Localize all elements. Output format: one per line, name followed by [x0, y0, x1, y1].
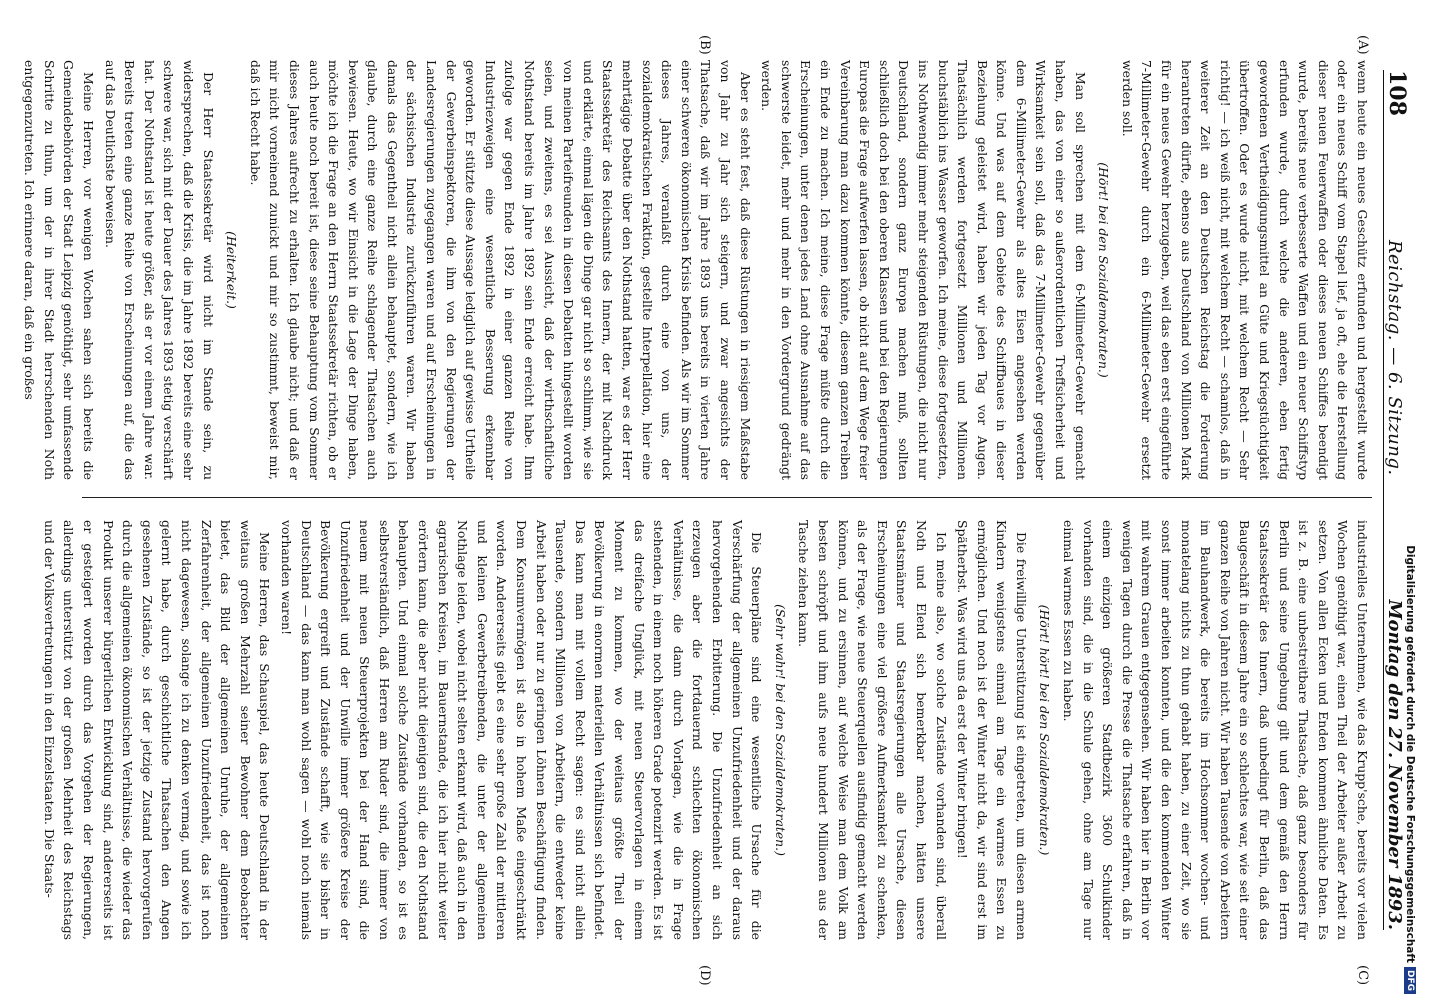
footer-text-rotated	[1395, 0, 1425, 1000]
stage-direction: (Hört! hört! bei den Sozialdemokraten.)	[1037, 604, 1053, 856]
stage-direction: (Heiterkeit.)	[224, 231, 240, 309]
paragraph: Meine Herren, vor wenigen Wochen sahen sich bereits die Gemeindebehörden der Stadt Leipzig genöthigt, sehr umfassende Schritte zu thun, um der in ihrer Stadt herrschenden Noth entgegenzutreten. Ich erinnere daran, daß ein großes	[22, 60, 96, 480]
paragraph: Der Herr Staatssekretär wird nicht im Stande sein, zu widersprechen, daß die Krisis, die im Jahre 1892 bereits eine sehr schwere war, sich mit der Dauer des Jahres 1893 stetig verschärft hat. Der Nothstand ist heute größer, als er vor einem Jahre war. Bereits treten eine ganze Reihe von Erscheinungen auf, die das auf das Deutlichste beweisen.	[102, 60, 216, 480]
margin-marker-b: (B)	[697, 35, 712, 55]
margin-marker-a: (A)	[1355, 35, 1370, 55]
dfg-logo: DFG	[1404, 967, 1416, 994]
paragraph: Ich meine also, wo solche Zustände vorhanden sind, überall Noth und Elend sich bemerkbar machen, hätten unsere Staatsmänner und Staatsregierungen alle Ursache, diesen Erscheinungen eine viel größere Aufmerksamkeit zu schenken, als der Frage, wie neue Steuerquellen ausfindig gemacht werden können, und zu ersinnen, auf welche Weise man dem Volk am besten schröpft und ihm aufs neue hundert Millionen aus der Tasche ziehen kann.	[796, 520, 949, 940]
stage-direction: (Sehr wahr! bei den Sozialdemokraten.)	[772, 604, 788, 856]
paragraph: Man soll sprechen mit dem 6-Millimeter-Gewehr gemacht haben, das von einer so außerordentlichen Treffsicherheit und Wirksamkeit sein soll, daß das 7-Millimeter-Gewehr gegenüber dem 6-Millimeter-Gewehr als altes Eisen angesehen werden könne. Und was auf dem Gebiete des Schiffbaues in dieser Beziehung geleistet wird, haben wir jeden Tag vor Augen. Thatsächlich werden fortgesetzt Millionen und Millionen buchstäblich ins Wasser geworfen. Ich meine, diese fortgesetzten, ins Nothwendig immer mehr steigenden Rüstungen, die nicht nur Deutschland, sondern ganz Europa machen muß, sollten schließlich doch bei den oberen Klassen und bei den Regierungen Europas die Frage aufwerfen lassen, ob nicht auf dem Wege freier Vereinbarung man dazu kommen könnte, diesem ganzen Treiben ein Ende zu machen. Ich meine, diese Frage müßte durch die Erscheinungen, unter denen jedes Land ohne Ausnahme auf das schwerste leidet, mehr und mehr in den Vordergrund gedrängt werden.	[759, 60, 1088, 480]
session-title: Reichstag. — 6. Sitzung.	[1384, 239, 1405, 476]
stage-direction: (Hört! bei den Sozialdemokraten.)	[1096, 162, 1112, 378]
paragraph: Die freiwillige Unterstützung ist eingetreten, um diesen armen Kindern wenigstens einmal am Tage ein warmes Essen zu ermöglichen. Und noch ist der Winter nicht da, wir sind erst im Spätherbst. Was wird uns da erst der Winter bringen!	[955, 520, 1029, 940]
paragraph: Meine Herren, das Schauspiel, das heute Deutschland in der weitaus großen Mehrzahl seiner Bewohner dem Beobachter bietet, das Bild der allgemeinen Unruhe, der allgemeinen Zerfahrenheit, der allgemeinen Unzufriedenheit, das ist noch nicht dagewesen, solange ich zu denken vermag, und sowie ich gelernt habe, durch geschichtliche Thatsachen den Angen gesehenen Zustände, so ist der jetzige Zustand hervorgerufen durch die allgemeinen ökonomischen Verhältnisse, die wieder das Produkt unserer bürgerlichen Entwicklung sind, andererseits ist er gesteigert worden durch das Vorgehen der Regierungen, allerdings unterstützt von der großen Mehrheit des Reichstags und der Volksvertretungen in den Einzelstaaten. Die Staats-	[41, 520, 273, 940]
right-text-column	[41, 520, 1372, 940]
page-number: 108	[1384, 70, 1410, 116]
paragraph: Aber es steht fest, daß diese Rüstungen in riesigem Maßstabe von Jahr zu Jahr sich steigern, und zwar angesichts der Thatsache, daß wir im Jahre 1893 uns bereits in vierten Jahre einer schweren ökonomischen Krisis befinden. Als wir im Sommer dieses Jahres, veranlaßt durch eine von uns, der sozialdemokratischen Fraktion, gestellte Interpellation, hier eine mehrtägige Debatte über den Nothstand hatten, war es der Herr Staatssekretär des Reichsamts des Innern, der mit Nachdruck und erklärte, einmal lägen die Dinge gar nicht so schlimm, wie sie von meinen Parteifreunden in diesen Debatten hingestellt worden seien, und zweitens, es sei Aussicht, daß der wirthschaftliche Nothstand bereits im Jahre 1892 sein Ende erreicht habe. Ihm zufolge war gegen Ende 1892 in einer ganzen Reihe von Industriezweigen eine wesentliche Besserung erkennbar geworden. Er stützte diese Aussage lediglich auf gewisse Urtheile der Gewerbeinspektoren, die ihm von den Regierungen der Landesregierungen zugegangen waren und auf Erscheinungen in der sächsischen Industrie zurückzuführen waren. Wir haben damals das Gegentheil nicht allein behauptet, sondern, wie ich glaube, durch eine ganze Reihe schlagender Thatsachen auch bewiesen. Heute, wo wir Einsicht in die Lage der Dinge haben, möchte ich die Frage an den Herrn Staatssekretär richten, ob er auch heute noch bereit ist, diese seine Behauptung vom Sommer dieses Jahres aufrecht zu erhalten. Ich glaube nicht; und daß er mir nicht vorneinend zunickt und mir so zustimmt, beweist mir, daß ich Recht habe.	[247, 60, 753, 480]
paragraph: wenn heute ein neues Geschütz erfunden und hergestellt wurde oder ein neues Schiff vom Stapel lief, ja oft, ehe die Herstellung dieser neuen Feuerwaffen oder dieses neuen Schiffes beendigt wurde, bereits neue verbesserte Waffen und ein neuer Schiffstyp erfunden wurde, durch welche die anderen, eben fertig gewordenen Vertheidigungsmittel an Güte und Kriegstüchtigkeit übertroffen. Oder es wurde nicht, mit welchem Recht — Sehr richtig! — ich weiß nicht, mit welchem Recht — schamlos, daß in weiterer Zeit an den Deutschen Reichstag die Forderung herantreten dürfte, ebenso aus Deutschland von Millionen Mark für ein neues Gewehr herzugeben, weil das eben erst eingeführte 7-Millimeter-Gewehr durch ein 6-Millimeter-Gewehr ersetzt werden soll.	[1119, 60, 1370, 480]
session-date: Montag den 27. November 1893.	[1384, 599, 1405, 930]
margin-marker-c: (C)	[1355, 965, 1370, 986]
paragraph: Die Steuerpläne sind eine wesentliche Ursache für die Verschärfung der allgemeinen Unzufriedenheit und der daraus hervorgehenden Erbitterung. Die Unzufriedenheit an sich erzeugen aber die fortdauernd schlechten ökonomischen Verhältnisse, die dann durch Vorlagen, wie die in Frage stehenden, in einem noch höheren Grade potenzirt werden. Es ist das dreifache Unglück, mit neuen Steuervorlagen in einem Moment zu kommen, wo der weitaus größte Theil der Bevölkerung in enormen materiellen Verhältnissen sich befindet. Das kann man mit vollem Recht sagen: es sind nicht allein Tausende, sondern Millionen von Arbeitern, die entweder keine Arbeit haben oder nur zu geringen Löhnen Beschäftigung finden. Dem Konsumvermögen ist also in hohem Maße eingeschränkt worden. Andererseits giebt es eine sehr große Zahl der mittleren und kleinen Gewerbetreibenden, die unter der allgemeinen Nothlage leiden, wobei nicht selten erkannt wird, daß auch in den agrarischen Kreisen, im Bauernstande, die ich hier nicht weiter erörtern kann, die aber nicht diejenigen sind, die den Nothstand behaupten. Und einmal solche Zustände vorhanden, so ist es selbstverständlich, daß Herren am Ruder sind, die immer von neuem mit neuen Steuerprojekten bei der Hand sind, die Unzufriedenheit und der Unwille immer größere Kreise der Bevölkerung ergreift und Zustände schafft, wie sie bisher in Deutschland — das kann man wohl sagen — wohl noch niemals vorhanden waren!	[278, 520, 765, 940]
digitization-credit: Digitalisierung gefördert durch die Deutsche Forschungsgemeinschaft	[1404, 545, 1416, 963]
margin-marker-d: (D)	[697, 965, 712, 986]
column-divider	[82, 497, 1372, 498]
left-text-column	[22, 60, 1372, 480]
digitization-footer	[1395, 0, 1425, 1000]
paragraph: industrielles Unternehmen, wie das Krupp'sche, bereits vor vielen Wochen genöthigt war, einen Theil der Arbeiter außer Arbeit zu setzen. Von allen Ecken und Enden kommen ähnliche Daten. Es ist z. B. eine unbestreitbare Thatsache, daß ganz besonders für Berlin und seine Umgebung gilt und dem gemäß den Herrn Staatssekretär des Innern, daß unbedingt für Berlin, daß das Baugeschäft in diesem Jahre ein so schlechtes war, wie seit einer ganzen Reihe von Jahren nicht. Wir haben Tausende von Arbeitern im Bauhandwerk, die bereits im Hochsommer wochen- und monatelang nichts zu thun gehabt haben, zu einer Zeit, wo sie sonst immer arbeiten konnten, und die den kommenden Winter mit wahrem Grauen entgegensehen. Wir haben hier in Berlin vor wenigen Tagen durch die Presse die Thatsache erfahren, daß in einem einzigen größeren Stadtbezirk 3600 Schulkinder vorhanden sind, die in die Schule gehen, ohne am Tage nur einmal warmes Essen zu haben.	[1061, 520, 1370, 940]
